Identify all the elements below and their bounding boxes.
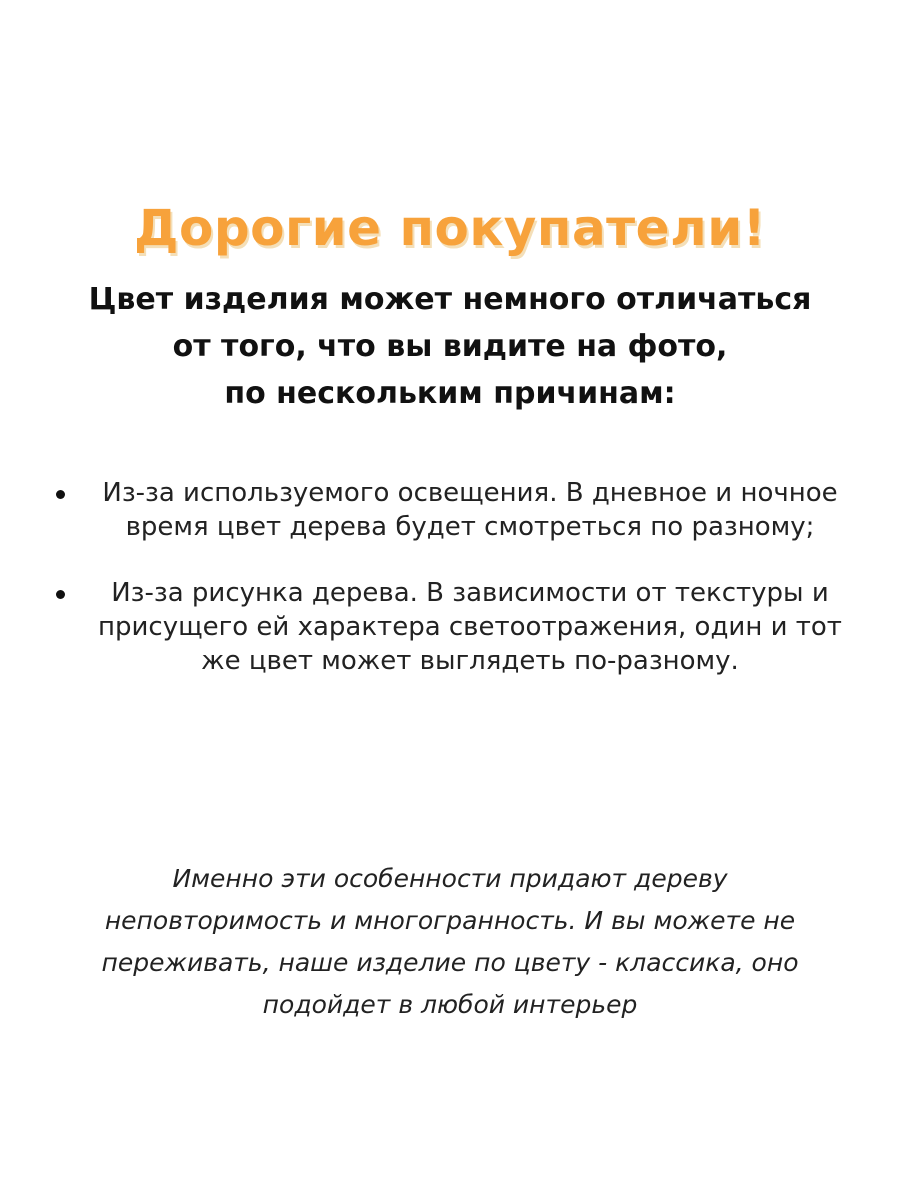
reason-line: Из-за используемого освещения. В дневное и ночное: [102, 478, 838, 508]
closing-note: [30, 858, 870, 1026]
closing-line: Именно эти особенности придают дереву: [172, 864, 728, 893]
reason-line: Из-за рисунка дерева. В зависимости от текстуры и: [111, 578, 829, 608]
intro-line: от того, что вы видите на фото,: [172, 329, 728, 364]
bullet-icon: [56, 490, 65, 499]
page-title: Дорогие покупатели!: [133, 199, 767, 257]
intro-line: по нескольким причинам:: [224, 376, 676, 411]
reason-item-wood-pattern: [30, 576, 870, 678]
closing-line: переживать, наше изделие по цвету - классика, оно: [101, 948, 799, 977]
bullet-icon: [56, 590, 65, 599]
reason-line: же цвет может выглядеть по-разному.: [201, 646, 739, 676]
reason-line: время цвет дерева будет смотреться по разному;: [125, 512, 815, 542]
reason-item-lighting: [30, 476, 870, 544]
closing-line: неповторимость и многогранность. И вы можете не: [104, 906, 796, 935]
closing-line: подойдет в любой интерьер: [262, 990, 638, 1019]
reasons-list: [30, 476, 870, 678]
reason-line: присущего ей характера светоотражения, один и тот: [98, 612, 842, 642]
intro-line: Цвет изделия может немного отличаться: [88, 282, 812, 317]
intro-text: [20, 276, 880, 417]
